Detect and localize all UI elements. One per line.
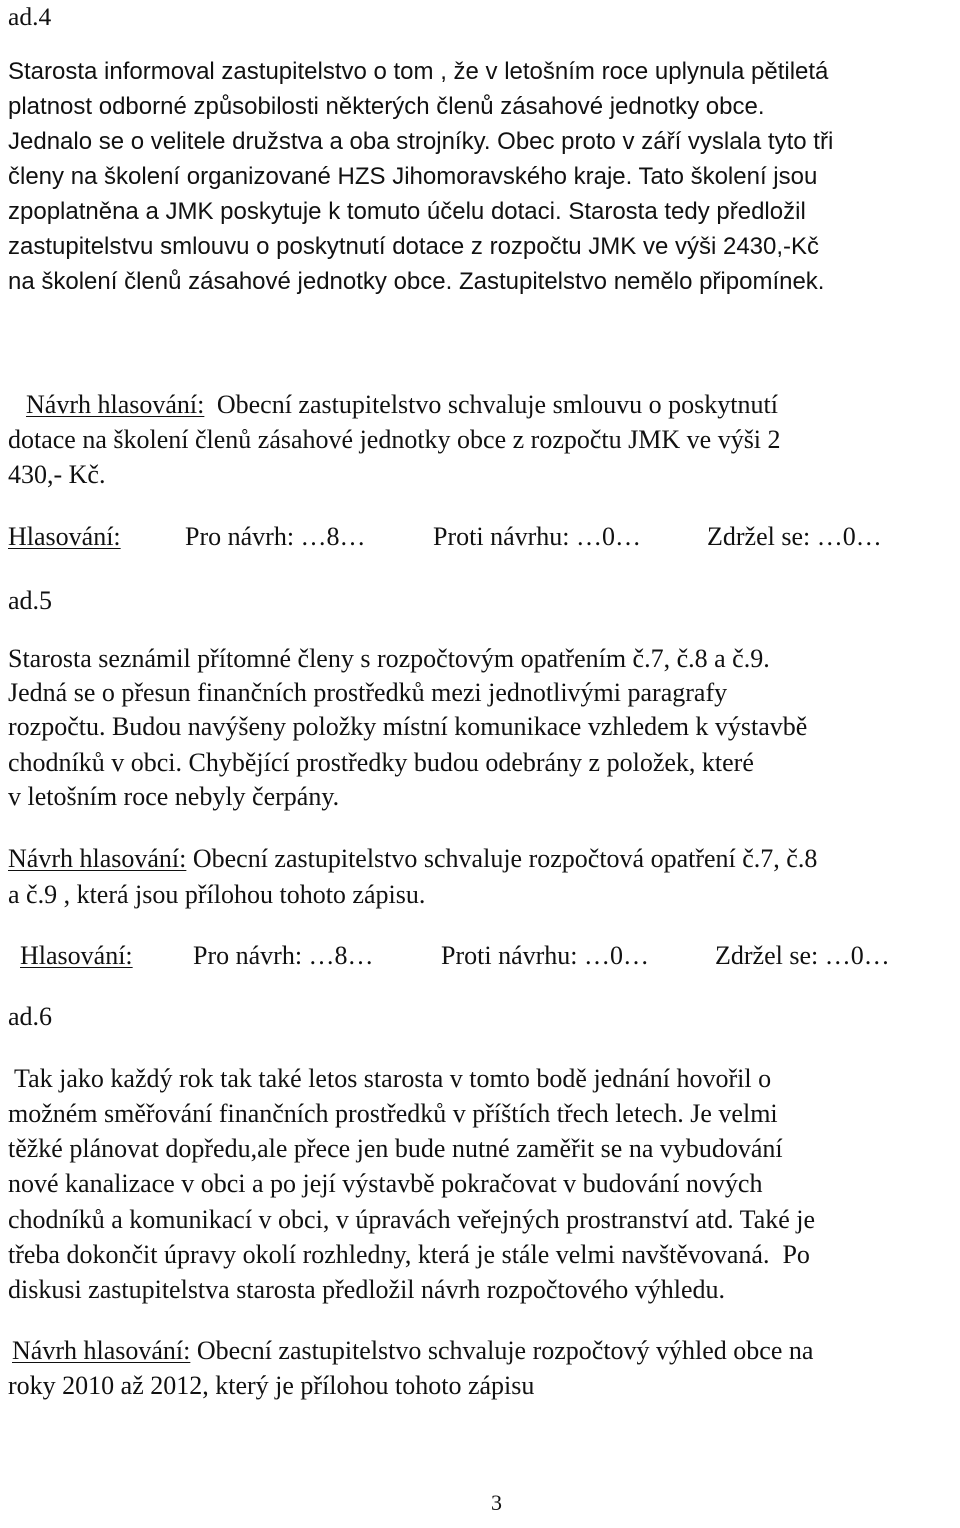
ad5-proposal-line: a č.9 , která jsou přílohou tohoto zápisu. xyxy=(8,880,426,909)
ad6-paragraph-line: třeba dokončit úpravy okolí rozhledny, která je stále velmi navštěvovaná. Po xyxy=(8,1240,810,1269)
page-number: 3 xyxy=(491,1490,502,1515)
ad6-paragraph-line: možném směřování finančních prostředků v příštích třech letech. Je velmi xyxy=(8,1099,778,1128)
ad4-paragraph-line: Starosta informoval zastupitelstvo o tom , že v letošním roce uplynula pětiletá xyxy=(8,58,829,85)
ad4-vote-against: Proti návrhu: …0… xyxy=(433,522,641,551)
ad4-paragraph-line: zpoplatněna a JMK poskytuje k tomuto účelu dotaci. Starosta tedy předložil xyxy=(8,198,806,225)
section-heading-ad4: ad.4 xyxy=(8,2,52,31)
ad4-paragraph-line: členy na školení organizované HZS Jihomoravského kraje. Tato školení jsou xyxy=(8,163,818,190)
ad6-proposal-line: roky 2010 až 2012, který je přílohou tohoto zápisu xyxy=(8,1371,535,1400)
ad6-paragraph-line: Tak jako každý rok tak také letos starosta v tomto bodě jednání hovořil o xyxy=(8,1064,772,1093)
ad4-proposal-line xyxy=(8,390,778,420)
ad4-proposal-line: 430,- Kč. xyxy=(8,460,106,489)
section-heading-ad6: ad.6 xyxy=(8,1002,53,1031)
ad5-proposal-text: Obecní zastupitelstvo schvaluje rozpočtová opatření č.7, č.8 xyxy=(192,844,818,873)
ad4-proposal-text: Obecní zastupitelstvo schvaluje smlouvu o poskytnutí xyxy=(216,390,778,419)
ad4-paragraph-line: Jednalo se o velitele družstva a oba strojníky. Obec proto v září vyslala tyto tři xyxy=(8,128,834,155)
ad6-paragraph-line: diskusi zastupitelstva starosta předložil návrh rozpočtového výhledu. xyxy=(8,1275,725,1304)
ad4-proposal-label: Návrh hlasování: xyxy=(26,390,205,419)
section-heading-ad5: ad.5 xyxy=(8,586,53,615)
ad4-vote-label: Hlasování: xyxy=(8,522,121,551)
ad4-paragraph-line: zastupitelstvu smlouvu o poskytnutí dotace z rozpočtu JMK ve výši 2430,-Kč xyxy=(8,233,820,260)
ad5-paragraph-line: rozpočtu. Budou navýšeny položky místní komunikace vzhledem k výstavbě xyxy=(8,712,808,741)
ad5-vote-for: Pro návrh: …8… xyxy=(193,941,374,970)
ad5-vote-label: Hlasování: xyxy=(20,941,133,970)
ad5-paragraph-line: v letošním roce nebyly čerpány. xyxy=(8,782,340,811)
ad6-proposal-line xyxy=(8,1336,813,1366)
ad5-vote-against: Proti návrhu: …0… xyxy=(441,941,649,970)
ad5-vote-abstain: Zdržel se: …0… xyxy=(715,941,890,970)
ad5-proposal-line xyxy=(8,844,817,874)
ad6-paragraph-line: chodníků a komunikací v obci, v úpravách veřejných prostranství atd. Také je xyxy=(8,1205,816,1234)
ad6-paragraph-line: těžké plánovat dopředu,ale přece jen bude nutné zaměřit se na vybudování xyxy=(8,1134,783,1163)
ad5-proposal-label: Návrh hlasování: xyxy=(8,844,187,873)
ad4-vote-for: Pro návrh: …8… xyxy=(185,522,366,551)
ad4-vote-abstain: Zdržel se: …0… xyxy=(707,522,882,551)
ad4-paragraph-line: platnost odborné způsobilosti některých členů zásahové jednotky obce. xyxy=(8,93,765,120)
ad5-paragraph-line: chodníků v obci. Chybějící prostředky budou odebrány z položek, které xyxy=(8,748,754,777)
ad4-proposal-line: dotace na školení členů zásahové jednotky obce z rozpočtu JMK ve výši 2 xyxy=(8,425,781,454)
ad6-proposal-text: Obecní zastupitelstvo schvaluje rozpočtový výhled obce na xyxy=(196,1336,814,1365)
ad6-proposal-label: Návrh hlasování: xyxy=(12,1336,191,1365)
ad5-paragraph-line: Jedná se o přesun finančních prostředků mezi jednotlivými paragrafy xyxy=(8,678,728,707)
ad5-paragraph-line: Starosta seznámil přítomné členy s rozpočtovým opatřením č.7, č.8 a č.9. xyxy=(8,644,770,673)
ad6-paragraph-line: nové kanalizace v obci a po její výstavbě pokračovat v budování nových xyxy=(8,1169,763,1198)
ad4-paragraph-line: na školení členů zásahové jednotky obce. Zastupitelstvo nemělo připomínek. xyxy=(8,268,825,295)
